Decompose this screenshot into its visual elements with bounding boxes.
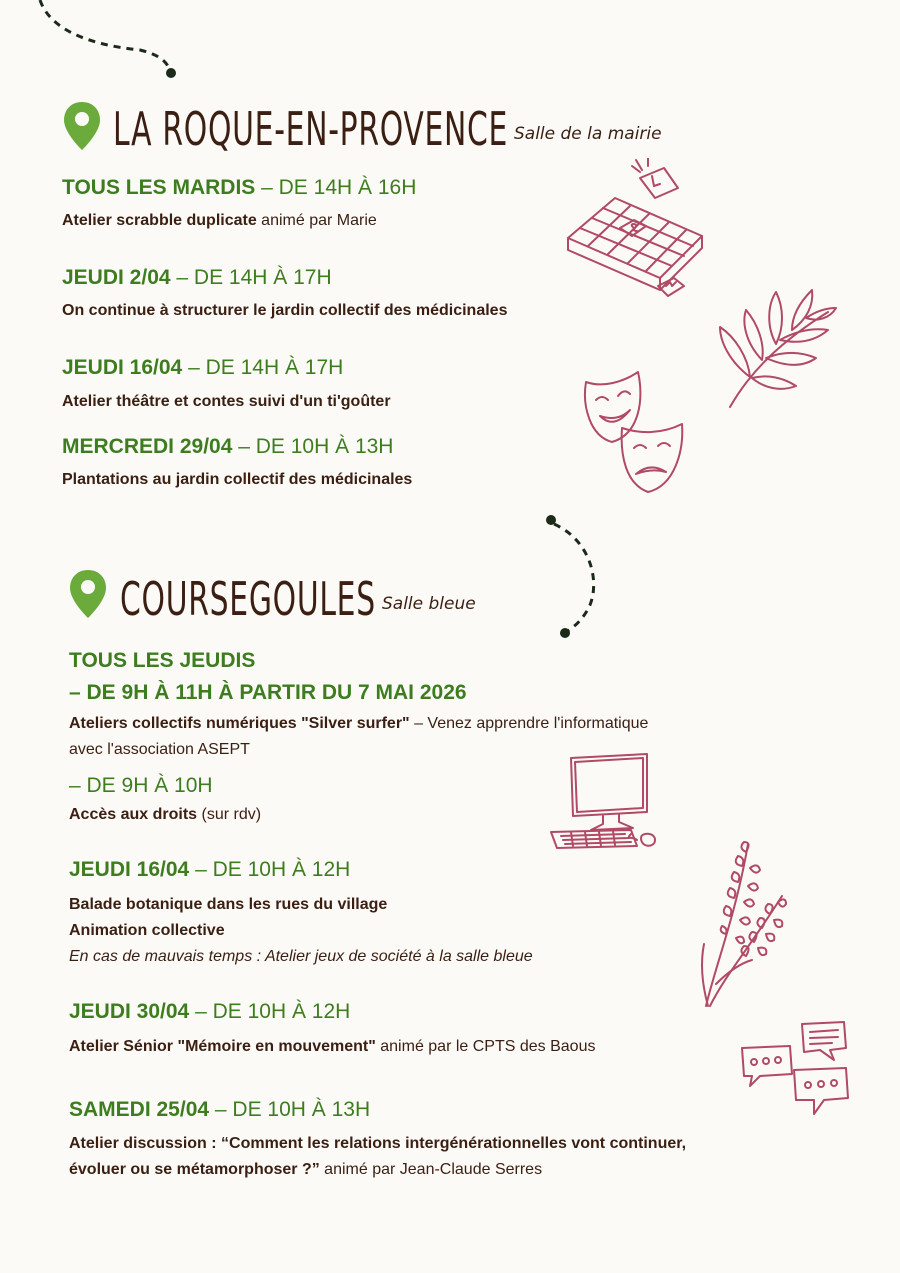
event-heading (62, 356, 343, 380)
event-description (69, 1034, 595, 1060)
event-title-suffix: " (368, 1038, 376, 1055)
event-time: – DE 10H À 12H (189, 1000, 351, 1023)
event-heading (69, 1098, 370, 1122)
event-description (62, 389, 391, 415)
event-description (69, 892, 387, 918)
event-note (69, 944, 533, 970)
event-text: – Venez apprendre l'informatique (409, 715, 649, 732)
event-heading (69, 1000, 350, 1024)
event-time: – DE 14H À 17H (182, 356, 344, 379)
event-date: TOUS LES JEUDIS (69, 649, 256, 672)
event-title: Atelier scrabble duplicate (62, 212, 257, 229)
event-description (69, 1131, 686, 1157)
event-title: Ateliers collectifs numériques "Silver surfer" (69, 715, 410, 732)
theatre-masks-icon (578, 368, 688, 498)
leaf-branch-icon (710, 282, 840, 412)
town-name: LA ROQUE-EN-PROVENCE (113, 102, 509, 156)
event-heading (62, 266, 332, 290)
event-title: Accès aux droits (69, 806, 198, 823)
event-date: JEUDI 2/04 (62, 266, 171, 289)
event-time: – DE 10H À 13H (209, 1098, 371, 1121)
location-pin-icon (62, 100, 102, 152)
event-time: – DE 10H À 12H (189, 858, 351, 881)
event-host: animé par Marie (256, 212, 377, 229)
event-note-text: En cas de mauvais temps : Atelier jeux de société à la salle bleue (69, 948, 533, 965)
event-description (62, 208, 377, 234)
dashed-curve-top (30, 0, 190, 85)
event-title: Plantations au jardin collectif des médicinales (62, 471, 413, 488)
event-title: Atelier discussion : “Comment les relations intergénérationnelles vont continuer, (69, 1135, 687, 1152)
event-date: JEUDI 16/04 (62, 356, 183, 379)
event-title-prefix: Atelier Sénior " (69, 1038, 186, 1055)
event-host: animé par le CPTS des Baous (375, 1038, 596, 1055)
scrabble-board-icon (560, 158, 710, 298)
event-heading (69, 649, 255, 673)
dashed-curve-middle (540, 510, 610, 645)
event-description (69, 1157, 542, 1183)
event-time: – DE 9H À 10H (69, 774, 213, 797)
event-title: Balade botanique dans les rues du village (69, 896, 388, 913)
event-title-end: évoluer ou se métamorphoser ?” (69, 1161, 320, 1178)
lavender-icon (696, 834, 796, 1012)
event-host: animé par Jean-Claude Serres (319, 1161, 543, 1178)
event-title: Mémoire en mouvement (185, 1038, 369, 1055)
event-description (62, 467, 412, 493)
location-pin-icon (68, 568, 108, 620)
event-description (69, 711, 648, 737)
event-heading (69, 858, 350, 882)
event-date: JEUDI 16/04 (69, 858, 190, 881)
venue-name: Salle bleue (382, 594, 476, 614)
event-description (62, 298, 507, 324)
event-time: – DE 14H À 17H (170, 266, 332, 289)
event-description (69, 918, 225, 944)
event-schedule: – DE 9H À 11H À PARTIR DU 7 MAI 2026 (69, 681, 467, 704)
event-title: Atelier théâtre et contes suivi d'un ti'goûter (62, 393, 391, 410)
event-time: – DE 14H À 16H (255, 176, 417, 199)
event-description (69, 802, 261, 828)
event-date: JEUDI 30/04 (69, 1000, 190, 1023)
speech-bubbles-icon (738, 1018, 854, 1126)
event-description-line: avec l'association ASEPT (69, 741, 250, 758)
event-text: (sur rdv) (197, 806, 262, 823)
event-heading (62, 176, 416, 200)
venue-name: Salle de la mairie (514, 124, 662, 144)
town-name: COURSEGOULES (120, 572, 376, 626)
event-date: SAMEDI 25/04 (69, 1098, 210, 1121)
event-heading (62, 435, 393, 459)
computer-icon (545, 752, 665, 854)
event-title: On continue à structurer le jardin collectif des médicinales (62, 302, 508, 319)
event-subtitle: Animation collective (69, 922, 225, 939)
event-time: – DE 10H À 13H (232, 435, 394, 458)
event-date: TOUS LES MARDIS (62, 176, 256, 199)
event-date: MERCREDI 29/04 (62, 435, 233, 458)
